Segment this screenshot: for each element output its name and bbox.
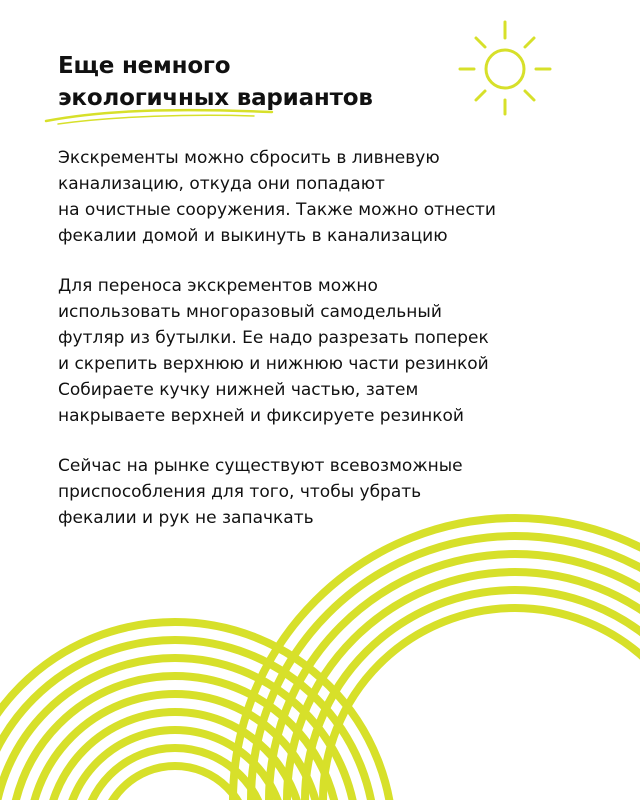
paragraph-line: канализацию, откуда они попадают	[58, 174, 385, 194]
title-underline	[44, 104, 274, 126]
paragraph-line: и скрепить верхнюю и нижнюю части резинкой	[58, 354, 489, 374]
paragraph-line: футляр из бутылки. Ее надо разрезать поперек	[58, 328, 489, 348]
paragraph-line: накрываете верхней и фиксируете резинкой	[58, 406, 464, 426]
paragraph-line: Собираете кучку нижней частью, затем	[58, 380, 419, 400]
sun-icon	[452, 14, 558, 120]
paragraph-line: фекалии домой и выкинуть в канализацию	[58, 226, 448, 246]
paragraph-line: использовать многоразовый самодельный	[58, 302, 442, 322]
title-line: Еще немного	[58, 53, 231, 79]
paragraph-line: Для переноса экскрементов можно	[58, 276, 378, 296]
paragraph-bottle-case	[58, 273, 598, 429]
paragraph-devices	[58, 453, 598, 531]
paragraph-line: приспособления для того, чтобы убрать	[58, 482, 422, 502]
paragraph-disposal	[58, 145, 598, 249]
body-text	[58, 145, 598, 555]
paragraph-line: фекалии и рук не запачкать	[58, 508, 314, 528]
title-line: экологичных вариантов	[58, 85, 373, 111]
paragraph-line: Экскременты можно сбросить в ливневую	[58, 148, 440, 168]
paragraph-line: Сейчас на рынке существуют всевозможные	[58, 456, 463, 476]
paragraph-line: на очистные сооружения. Также можно отнести	[58, 200, 496, 220]
